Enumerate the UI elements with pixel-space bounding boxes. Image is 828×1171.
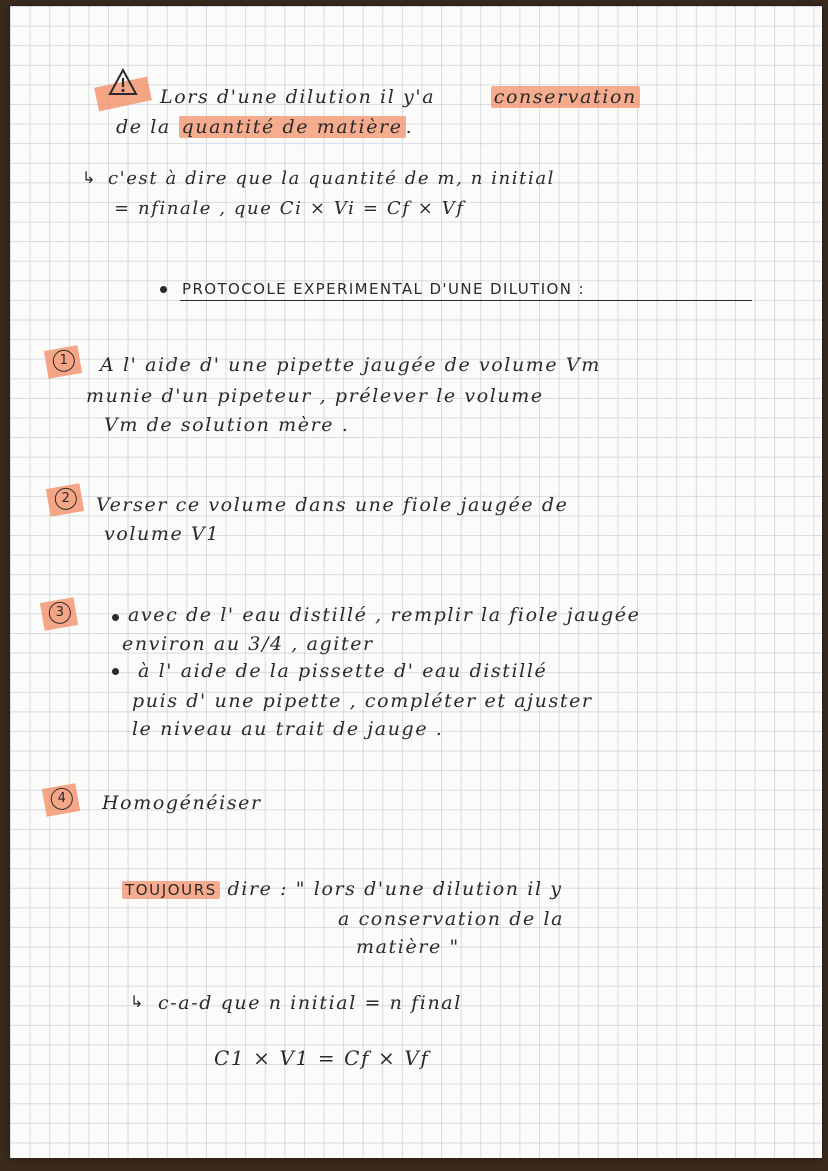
step-3-line-1: avec de l' eau distillé , remplir la fiole jaugée (128, 604, 641, 626)
toujours-text: dire : " lors d'une dilution il y (227, 878, 563, 900)
intro-line2-pre: de la (116, 116, 171, 138)
toujours-line-3: matière " (356, 936, 460, 958)
step-2-line-2: volume V1 (104, 523, 220, 545)
step-3-line-3: à l' aide de la pissette d' eau distillé (138, 660, 548, 682)
step-1-line-1: A l' aide d' une pipette jaugée de volume Vm (100, 354, 601, 376)
bullet-icon (112, 614, 119, 621)
step-3-line-5: le niveau au trait de jauge . (132, 718, 444, 740)
step-2-line-1: Verser ce volume dans une fiole jaugée de (96, 494, 569, 516)
step-4-line-1: Homogénéiser (102, 792, 262, 814)
toujours-line-1 (122, 880, 563, 899)
step-1-line-2: munie d'un pipeteur , prélever le volume (86, 385, 544, 407)
title-underline (180, 300, 752, 301)
bullet-icon (112, 668, 119, 675)
step-4-marker: 4 (42, 783, 80, 816)
highlight-quantite: quantité de matière (179, 116, 406, 138)
intro-line2-post: . (405, 116, 414, 138)
step-3-line-4: puis d' une pipette , compléter et ajuster (132, 690, 593, 712)
intro-text: Lors d'une dilution il y'a (160, 86, 436, 108)
intro-line-2 (116, 118, 413, 137)
arrow-icon: ↳ (82, 168, 96, 187)
warning-icon (108, 68, 138, 96)
explain-line-1: c'est à dire que la quantité de m, n initial (108, 168, 556, 189)
dilution-formula: C1 × V1 = Cf × Vf (214, 1046, 430, 1070)
intro-line-1 (160, 88, 640, 107)
step-1-marker: 1 (44, 345, 82, 378)
highlight-toujours: TOUJOURS (122, 881, 220, 899)
cad-line: c-a-d que n initial = n final (158, 992, 462, 1014)
protocol-title: PROTOCOLE EXPERIMENTAL D'UNE DILUTION : (182, 280, 585, 298)
arrow-icon: ↳ (130, 992, 144, 1011)
explain-line-2: = nfinale , que Ci × Vi = Cf × Vf (114, 198, 465, 219)
highlight-conservation: conservation (491, 86, 640, 108)
notebook-page (10, 6, 822, 1158)
step-1-line-3: Vm de solution mère . (104, 414, 350, 436)
bullet-icon (160, 286, 167, 293)
step-3-line-2: environ au 3/4 , agiter (122, 633, 374, 655)
warning-marker (96, 68, 152, 108)
step-3-marker: 3 (40, 597, 78, 630)
step-2-marker: 2 (46, 483, 84, 516)
toujours-line-2: a conservation de la (338, 908, 565, 930)
